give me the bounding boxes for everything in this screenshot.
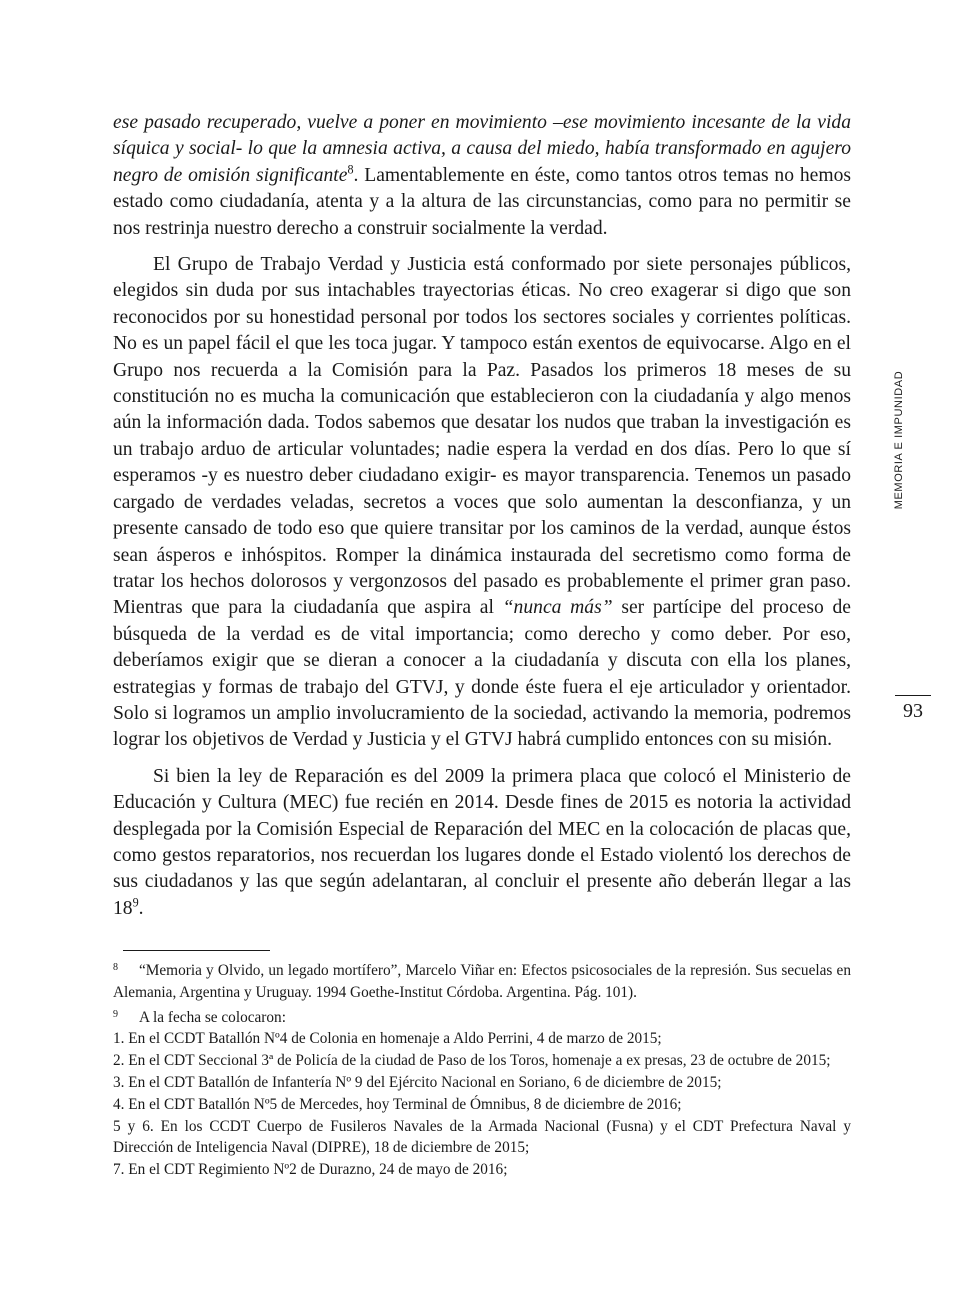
footnote-9-item: 7. En el CDT Regimiento Nº2 de Durazno, 24 de mayo de 2016; — [113, 1161, 508, 1179]
footnote-8 — [113, 957, 851, 1004]
quoted-italic-text: ese pasado recuperado, vuelve a poner en movimiento –ese movimiento incesante de la vida síquica y social- lo que la amnesia activa, a causa del miedo, había transformado en agujero negro de omisión significante — [113, 112, 851, 186]
paragraph-1-text: . Lamentablemente en éste, como tantos otros temas no hemos estado como ciudadanía, atenta y a la altura de las circunstancias, como para no permitir se nos restrinja nuestro derecho a construir socialmente la verdad. — [113, 164, 852, 239]
page-number-rule — [895, 695, 931, 696]
footnote-9-item: 2. En el CDT Seccional 3ª de Policía de la ciudad de Paso de los Toros, homenaje a ex presas, 23 de octubre de 2015; — [113, 1052, 831, 1070]
footnote-9-mark: 9 — [113, 1008, 118, 1020]
footnote-9-item: 1. En el CCDT Batallón Nº4 de Colonia en homenaje a Aldo Perrini, 4 de marzo de 2015; — [113, 1030, 662, 1048]
footnote-ref-9[interactable]: 9 — [132, 895, 139, 910]
footnote-9-item: 4. En el CDT Batallón Nº5 de Mercedes, hoy Terminal de Ómnibus, 8 de diciembre de 2016; — [113, 1095, 682, 1113]
nunca-mas-italic: “nunca más” — [502, 597, 613, 619]
footnote-8-text: “Memoria y Olvido, un legado mortífero”, Marcelo Viñar en: Efectos psicosociales de la represión. Sus secuelas en Alemania, Argentina y Uruguay. 1994 Goethe-Institut Córdoba. Argentina. Pág. 101). — [113, 962, 851, 1001]
paragraph-3 — [113, 764, 851, 922]
paragraph-1 — [113, 110, 851, 242]
footnote-8-mark: 8 — [113, 962, 118, 973]
paragraph-3-text: Si bien la ley de Reparación es del 2009 la primera placa que colocó el Ministerio de Educación y Cultura (MEC) fue recién en 2014. Desde fines de 2015 es notoria la actividad desplegada por la Comisión Especial de Reparación del MEC en la colocación de placas que, como gestos reparatorios, nos recuerdan los lugares donde el Estado violentó los derechos de sus ciudadanos y las que según adelantaran, al concluir el presente año deberán llegar a las 18 — [113, 765, 851, 919]
page-number: 93 — [903, 700, 923, 722]
footnote-9-item: 3. En el CDT Batallón de Infantería Nº 9 del Ejército Nacional en Soriano, 6 de diciembre de 2015; — [113, 1073, 722, 1091]
footnote-9 — [113, 1004, 851, 1029]
footnotes — [113, 957, 851, 1181]
footnote-9-intro: A la fecha se colocaron: — [139, 1008, 286, 1026]
body-text — [113, 110, 851, 932]
footnote-9-item: 5 y 6. En los CCDT Cuerpo de Fusileros Navales de la Armada Nacional (Fusna) y el CDT Prefectura Naval y Dirección de Inteligencia Naval (DIPRE), 18 de diciembre de 2015; — [113, 1117, 851, 1157]
paragraph-2-text-a: El Grupo de Trabajo Verdad y Justicia está conformado por siete personajes públicos, elegidos sin duda por sus intachables trayectorias éticas. No creo exagerar si digo que son reconocidos por su honestidad personal por todos los sectores sociales y corrientes políticas. No es un papel fácil el que les toca jugar. Y tampoco están exentos de equivocarse. Algo en el Grupo nos recuerda a la Comisión para la Paz. Pasados los primeros 18 meses de su constitución no es mucha la comunicación que establecieron con la ciudadanía y algo menos aún la información dada. Todos sabemos que desatar los nudos que traban la investigación es un trabajo arduo de articular voluntades; nadie espera la verdad en dos días. Pero lo que sí esperamos -y es nuestro deber ciudadano exigir- es mayor transparencia. Tenemos un pasado cargado de verdades veladas, secretos a voces que solo aumentan la desconfianza, y un presente cansado de todo eso que quiere transitar por los caminos de la verdad, aunque éstos sean ásperos e inhóspitos. Romper la dinámica instaurada del secretismo como forma de tratar los hechos dolorosos y vergonzosos del pasado es probablemente el primer gran paso. Mientras que para la ciudadanía que aspira al — [113, 254, 851, 619]
running-title: MEMORIA E IMPUNIDAD — [893, 370, 905, 510]
footnote-ref-8[interactable]: 8 — [347, 162, 354, 177]
paragraph-2 — [113, 252, 851, 754]
footnote-separator — [123, 950, 270, 951]
paragraph-2-text-b: ser partícipe del proceso de búsqueda de la verdad es de vital importancia; como derecho y como deber. Por eso, deberíamos exigir que se dieran a conocer a la ciudadanía y discuta con ella los planes, estrategias y formas de trabajo del GTVJ, y donde éste fuera el eje articulador y orientador. Solo si logramos un amplio involucramiento de la sociedad, activando la memoria, podremos lograr los objetivos de Verdad y Justicia y el GTVJ habrá cumplido entonces con su misión. — [113, 597, 852, 751]
paragraph-3-end: . — [138, 897, 144, 919]
